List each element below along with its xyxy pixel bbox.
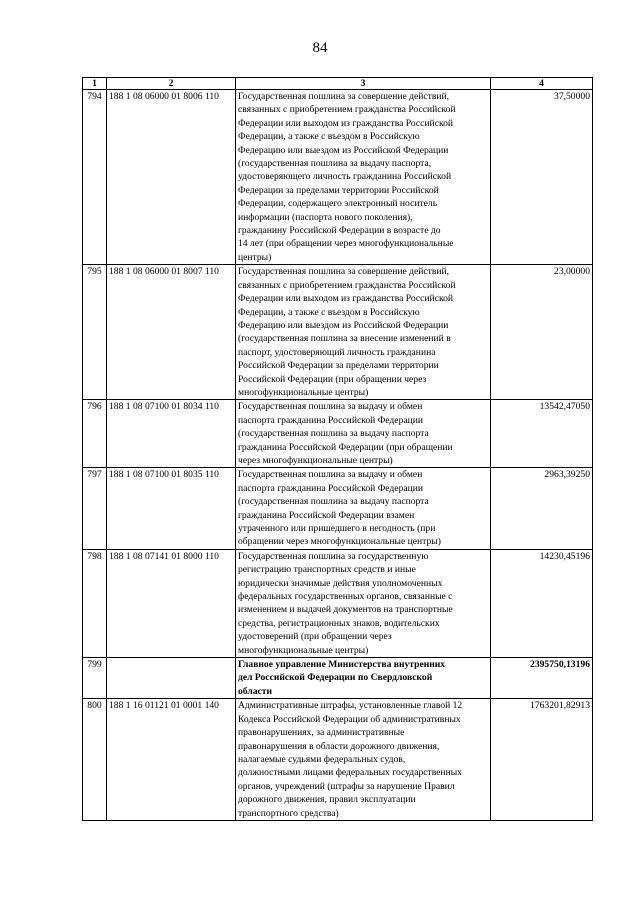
revenue-name-line: гражданину Российской Федерации в возрасте до: [238, 225, 441, 237]
revenue-name-line: Федерации за пределами территории Российской: [238, 184, 439, 196]
amount: 2963,39250: [491, 468, 593, 549]
page-number: 84: [312, 40, 328, 56]
revenue-name-line: регистрацию транспортных средств и иные: [238, 564, 416, 576]
header-col-4: 4: [491, 78, 593, 90]
revenue-name-line: Административные штрафы, установленные главой 12: [238, 700, 463, 712]
budget-code: 188 1 08 07141 01 8000 110: [107, 549, 236, 657]
revenue-name-line: (государственная пошлина за выдачу паспорта: [238, 496, 429, 508]
revenue-name-line: связанных с приобретением гражданства Российской: [238, 104, 456, 116]
header-col-3: 3: [236, 78, 491, 90]
revenue-name-line: Главное управление Министерства внутренних: [238, 659, 446, 671]
revenue-name-line: гражданина Российской Федерации (при обращении: [238, 441, 453, 453]
revenue-name-line: (государственная пошлина за внесение изменений в: [238, 333, 451, 345]
row-number: 800: [83, 699, 107, 821]
revenue-name-line: Кодекса Российской Федерации об административных: [238, 713, 461, 725]
table-row: [83, 658, 593, 699]
revenue-name-line: удостоверяющего личность гражданина Российской: [238, 171, 452, 183]
revenue-name-line: Федерации или выходом из гражданства Российской: [238, 117, 454, 129]
amount: 2395750,13196: [491, 658, 593, 699]
revenue-name-line: гражданина Российской Федерации взамен: [238, 509, 415, 521]
header-col-2: 2: [107, 78, 236, 90]
revenue-name-line: 14 лет (при обращении через многофункциональные: [238, 238, 454, 250]
row-number: 796: [83, 400, 107, 468]
revenue-name: [236, 699, 491, 821]
revenue-name-line: информации (паспорта нового поколения),: [238, 211, 413, 223]
revenue-name: [236, 549, 491, 657]
revenue-name: [236, 468, 491, 549]
header-row: [83, 78, 593, 90]
budget-code: 188 1 16 01121 01 0001 140: [107, 699, 236, 821]
budget-code: 188 1 08 06000 01 8006 110: [107, 90, 236, 265]
revenue-name-line: федеральных государственных органов, связанные с: [238, 591, 453, 603]
revenue-name-line: Государственная пошлина за государственную: [238, 550, 429, 562]
revenue-name: [236, 658, 491, 699]
revenue-name-line: утраченного или пришедшего в негодность (при: [238, 523, 436, 534]
table-row: [83, 265, 593, 400]
revenue-name-line: (государственная пошлина за выдачу паспорта,: [238, 158, 432, 170]
table-row: [83, 90, 593, 265]
revenue-name-line: Российской Федерации (при обращении через: [238, 373, 427, 385]
revenue-name-line: Государственная пошлина за выдачу и обмен: [238, 469, 423, 481]
revenue-name-line: области: [238, 685, 273, 697]
revenue-name-line: органов, учреждений (штрафы за нарушение Правил: [238, 780, 455, 792]
budget-code: [107, 658, 236, 699]
table-row: [83, 468, 593, 549]
revenue-name-line: юридически значимые действия уполномоченных: [238, 577, 443, 589]
revenue-name-line: средства, регистрационных знаков, водительских: [238, 617, 440, 629]
header-col-1: 1: [83, 78, 107, 90]
revenue-name-line: Федерацию или выездом из Российской Федерации: [238, 319, 449, 331]
budget-code: 188 1 08 07100 01 8034 110: [107, 400, 236, 468]
table-row: [83, 549, 593, 657]
row-number: 795: [83, 265, 107, 400]
amount: 14230,45196: [491, 549, 593, 657]
amount: 13542,47050: [491, 400, 593, 468]
revenue-name: [236, 90, 491, 265]
table-row: [83, 699, 593, 821]
revenue-name-line: Федерации, а также с въездом в Российскую: [238, 131, 420, 143]
revenue-name-line: (государственная пошлина за выдачу паспорта: [238, 428, 429, 440]
amount: 1763201,82913: [491, 699, 593, 821]
revenue-name-line: центры): [238, 251, 272, 263]
revenue-name-line: Государственная пошлина за совершение действий,: [238, 266, 450, 278]
revenue-name-line: Российской Федерации за пределами территории: [238, 360, 439, 372]
amount: 23,00000: [491, 265, 593, 400]
revenue-name-line: изменением и выдачей документов на транспортные: [238, 604, 453, 616]
amount: 37,50000: [491, 90, 593, 265]
revenue-name-line: транспортного средства): [238, 807, 339, 819]
revenue-name-line: паспорт, удостоверяющий личность гражданина: [238, 346, 436, 358]
revenue-name-line: многофункциональные центры): [238, 386, 369, 398]
revenue-table: [82, 77, 593, 821]
revenue-name-line: дорожного движения, правил эксплуатации: [238, 794, 416, 806]
revenue-name-line: удостоверений (при обращении через: [238, 631, 392, 643]
revenue-name-line: паспорта гражданина Российской Федерации: [238, 414, 424, 426]
revenue-name-line: Государственная пошлина за выдачу и обмен: [238, 401, 423, 413]
revenue-name-line: должностными лицами федеральных государственных: [238, 767, 462, 779]
revenue-name-line: дел Российской Федерации по Свердловской: [238, 672, 433, 684]
budget-code: 188 1 08 06000 01 8007 110: [107, 265, 236, 400]
row-number: 797: [83, 468, 107, 549]
revenue-name-line: Федерации, содержащего электронный носитель: [238, 198, 438, 210]
revenue-name-line: связанных с приобретением гражданства Российской: [238, 279, 456, 291]
revenue-name-line: многофункциональные центры): [238, 644, 369, 656]
revenue-name-line: через многофункциональные центры): [238, 454, 393, 466]
revenue-name-line: паспорта гражданина Российской Федерации: [238, 482, 424, 494]
table-row: [83, 400, 593, 468]
revenue-name-line: налагаемые судьями федеральных судов,: [238, 753, 406, 765]
revenue-name-line: правонарушения в области дорожного движения,: [238, 740, 440, 752]
revenue-name-line: Федерацию или выездом из Российской Федерации: [238, 144, 449, 156]
row-number: 794: [83, 90, 107, 265]
revenue-name-line: Федерации, а также с въездом в Российскую: [238, 306, 420, 318]
revenue-name-line: правонарушениях, за административные: [238, 727, 405, 739]
revenue-name-line: обращении через многофункциональные центры): [238, 536, 441, 548]
revenue-name: [236, 400, 491, 468]
budget-code: 188 1 08 07100 01 8035 110: [107, 468, 236, 549]
revenue-name-line: Федерации или выходом из гражданства Российской: [238, 293, 454, 305]
row-number: 798: [83, 549, 107, 657]
row-number: 799: [83, 658, 107, 699]
revenue-name: [236, 265, 491, 400]
revenue-name-line: Государственная пошлина за совершение действий,: [238, 91, 450, 102]
